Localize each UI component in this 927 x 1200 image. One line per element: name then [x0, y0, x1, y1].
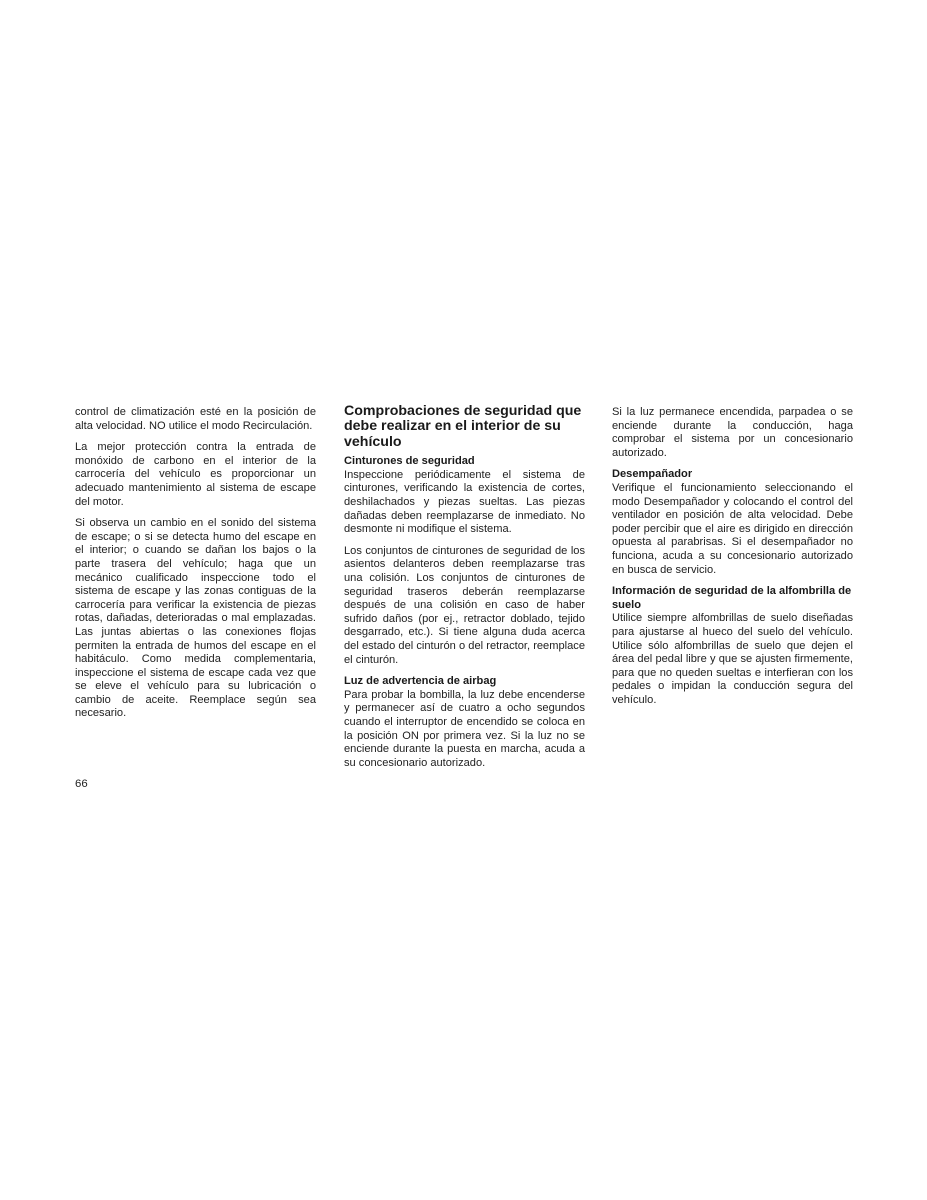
paragraph-climate-control: control de climatización esté en la posición de alta velocidad. NO utilice el modo Recirculación. — [75, 406, 316, 432]
paragraph-airbag-light-on: Si la luz permanece encendida, parpadea o se enciende durante la conducción, haga comprobar el sistema por un concesionario autorizado. — [612, 406, 853, 459]
paragraph-seatbelts-replacement: Los conjuntos de cinturones de seguridad de los asientos delanteros deben reemplazarse tras una colisión. Los conjuntos de cinturones de seguridad traseros deberán reemplazarse después de una colisión en caso de haber sufrido daños (por ej., retractor doblado, tejido desgarrado, etc.). Si tiene alguna duda acerca del estado del cinturón o del retractor, reemplace el cinturón. — [344, 544, 585, 666]
left-column — [75, 406, 316, 729]
seatbelts-heading: Cinturones de seguridad — [344, 455, 475, 468]
middle-column — [344, 404, 585, 778]
right-column — [612, 406, 853, 715]
paragraph-seatbelts-inspection: Inspeccione periódicamente el sistema de cinturones, verificando la existencia de cortes, deshilachados y piezas sueltas. Las piezas dañadas deben reemplazarse de inmediato. No desmonte ni modifique el sistema. — [344, 468, 585, 536]
defroster-heading: Desempañador — [612, 468, 693, 481]
paragraph-exhaust-inspection: Si observa un cambio en el sonido del sistema de escape; o si se detecta humo del escape en el interior; o cuando se dañan los bajos o la parte trasera del vehículo; haga que un mecánico cualificado inspeccione todo el sistema de escape y las zonas contiguas de la carrocería para verificar la existencia de piezas rotas, dañadas, deterioradas o mal emplazadas. Las juntas abiertas o las conexiones flojas permiten la entrada de humos del escape en el habitáculo. Como medida complementaria, inspeccione el sistema de escape cada vez que se eleve el vehículo para su lubricación o cambio de aceite. Reemplace según sea necesario. — [75, 517, 316, 720]
floor-mat-heading: Información de seguridad de la alfombrilla de suelo — [612, 585, 852, 611]
page-number: 66 — [75, 778, 88, 790]
paragraph-floor-mat: Utilice siempre alfombrillas de suelo diseñadas para ajustarse al hueco del suelo del vehículo. Utilice sólo alfombrillas de suelo que dejen el área del pedal libre y que se ajusten firmemente, para que no queden sueltas e interfieran con los pedales o impidan la conducción segura del vehículo. — [612, 612, 853, 706]
paragraph-airbag-warning: Para probar la bombilla, la luz debe encenderse y permanecer así de cuatro a ocho segundos cuando el interruptor de encendido se coloca en la posición ON por primera vez. Si la luz no se enciende durante la puesta en marcha, acuda a su concesionario autorizado. — [344, 688, 585, 769]
paragraph-defroster: Verifique el funcionamiento seleccionando el modo Desempañador y colocando el control del ventilador en posición de alta velocidad. Debe poder percibir que el aire es dirigido en dirección opuesta al parabrisas. Si el desempañador no funciona, acuda a su concesionario autorizado en busca de servicio. — [612, 481, 853, 576]
airbag-warning-heading: Luz de advertencia de airbag — [344, 675, 497, 688]
paragraph-carbon-monoxide: La mejor protección contra la entrada de monóxido de carbono en el interior de la carrocería del vehículo es proporcionar un adecuado mantenimiento al sistema de escape del motor. — [75, 441, 316, 508]
section-title: Comprobaciones de seguridad que debe realizar en el interior de su vehículo — [344, 403, 582, 450]
